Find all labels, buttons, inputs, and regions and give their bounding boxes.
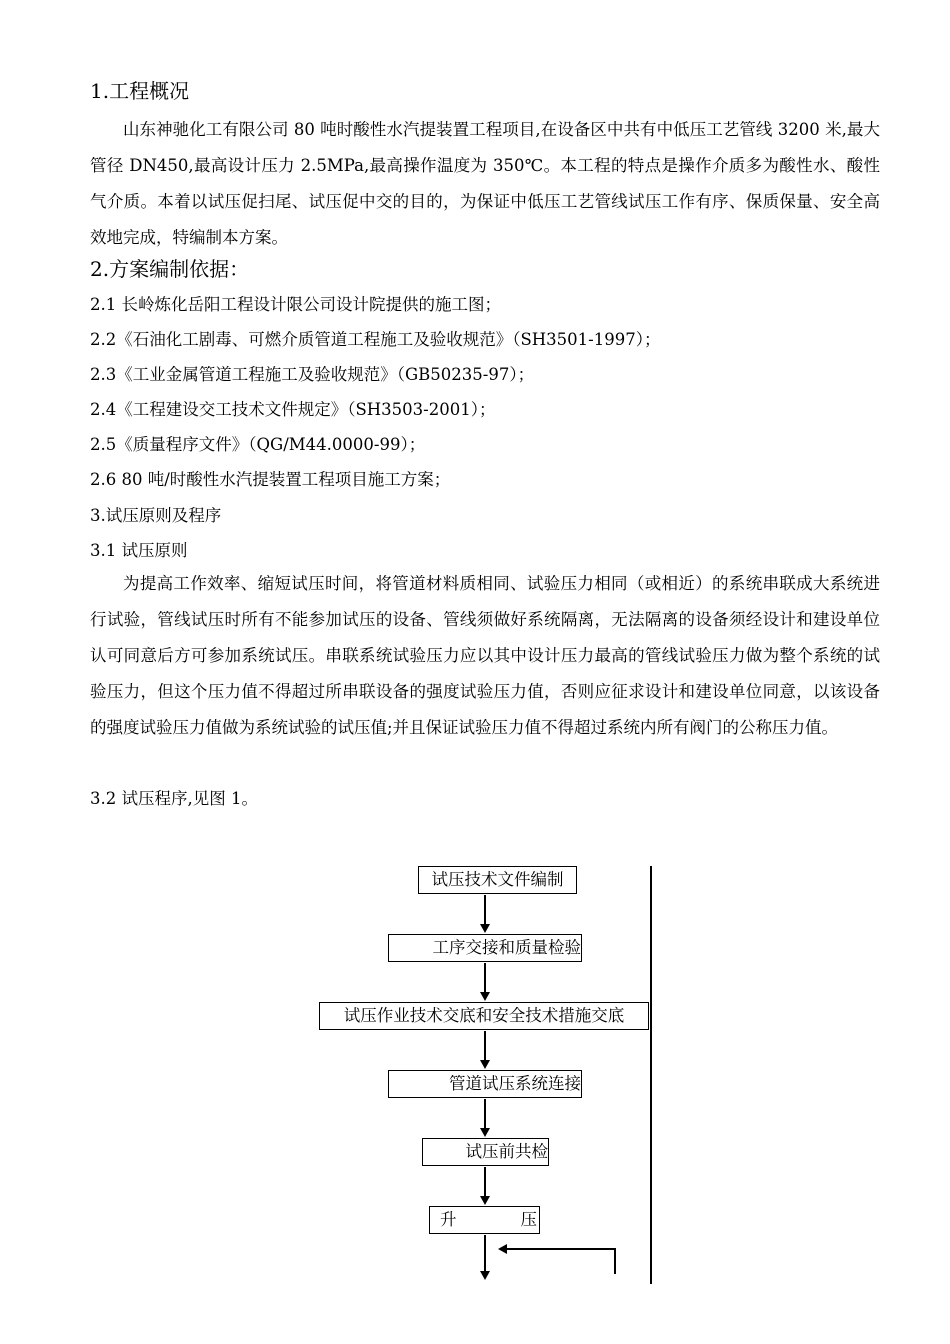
flow-step-5: 试压前共检 bbox=[422, 1138, 549, 1166]
reference-item: 2.4《工程建设交工技术文件规定》（SH3503-2001）； bbox=[90, 400, 496, 419]
flow-arrow-line bbox=[484, 1031, 486, 1061]
flow-step-1: 试压技术文件编制 bbox=[418, 866, 577, 894]
arrow-down-icon bbox=[480, 1196, 490, 1205]
section-3-title: 3.试压原则及程序 bbox=[90, 506, 222, 525]
flow-arrow-line bbox=[484, 895, 486, 925]
arrow-down-icon bbox=[480, 1271, 490, 1280]
flow-step-6-label-right: 压 bbox=[520, 1210, 537, 1229]
reference-item: 2.1 长岭炼化岳阳工程设计限公司设计院提供的施工图； bbox=[90, 295, 501, 314]
reference-item: 2.2《石油化工剧毒、可燃介质管道工程施工及验收规范》（SH3501-1997）； bbox=[90, 330, 661, 349]
flow-arrow-line bbox=[484, 1167, 486, 1197]
section-3-1-title: 3.1 试压原则 bbox=[90, 541, 188, 560]
flow-step-6 bbox=[429, 1206, 540, 1234]
flow-step-4: 管道试压系统连接 bbox=[388, 1070, 582, 1098]
reference-item: 2.6 80 吨/时酸性水汽提装置工程项目施工方案； bbox=[90, 470, 451, 489]
arrow-down-icon bbox=[480, 1128, 490, 1137]
arrow-down-icon bbox=[480, 924, 490, 933]
flow-arrow-line bbox=[484, 1099, 486, 1129]
section-3-2-title: 3.2 试压程序,见图 1。 bbox=[90, 789, 258, 808]
section-1-title: 1.工程概况 bbox=[90, 79, 190, 103]
flowchart-side-line bbox=[650, 866, 652, 1284]
section-1-text: 山东神驰化工有限公司 80 吨时酸性水汽提装置工程项目,在设备区中共有中低压工艺管线 3200 米,最大管径 DN450,最高设计压力 2.5MPa,最高操作温度为 350℃。本工程的特点是操作介质多为酸性水、酸性气介质。本着以试压促扫尾、试压促中交的目的，为保证中低压工艺管线试压工作有序、保质保量、安全高效地完成，特编制本方案。 bbox=[90, 120, 880, 247]
section-3-1-text: 为提高工作效率、缩短试压时间，将管道材料质相同、试验压力相同（或相近）的系统串联成大系统进行试验，管线试压时所有不能参加试压的设备、管线须做好系统隔离，无法隔离的设备须经设计和建设单位认可同意后方可参加系统试压。串联系统试验压力应以其中设计压力最高的管线试验压力做为整个系统的试验压力，但这个压力值不得超过所串联设备的强度试验压力值，否则应征求设计和建设单位同意，以该设备的强度试验压力值做为系统试验的试压值;并且保证试验压力值不得超过系统内所有阀门的公称压力值。 bbox=[90, 574, 880, 737]
reference-item: 2.5《质量程序文件》（QG/M44.0000-99）； bbox=[90, 435, 426, 454]
reference-item: 2.3《工业金属管道工程施工及验收规范》（GB50235-97）； bbox=[90, 365, 535, 384]
arrow-left-icon bbox=[498, 1244, 507, 1254]
flow-step-3: 试压作业技术交底和安全技术措施交底 bbox=[319, 1002, 649, 1030]
section-2-title: 2.方案编制依据： bbox=[90, 257, 250, 281]
flow-step-6-label-left: 升 bbox=[440, 1210, 457, 1229]
flow-arrow-line bbox=[484, 963, 486, 993]
feedback-line-vertical bbox=[614, 1248, 616, 1274]
arrow-down-icon bbox=[480, 992, 490, 1001]
flow-step-2-label: 工序交接和质量检验 bbox=[432, 938, 581, 957]
flow-step-2 bbox=[388, 934, 582, 962]
flow-arrow-line bbox=[484, 1235, 486, 1272]
arrow-down-icon bbox=[480, 1060, 490, 1069]
feedback-line-horizontal bbox=[506, 1248, 616, 1250]
